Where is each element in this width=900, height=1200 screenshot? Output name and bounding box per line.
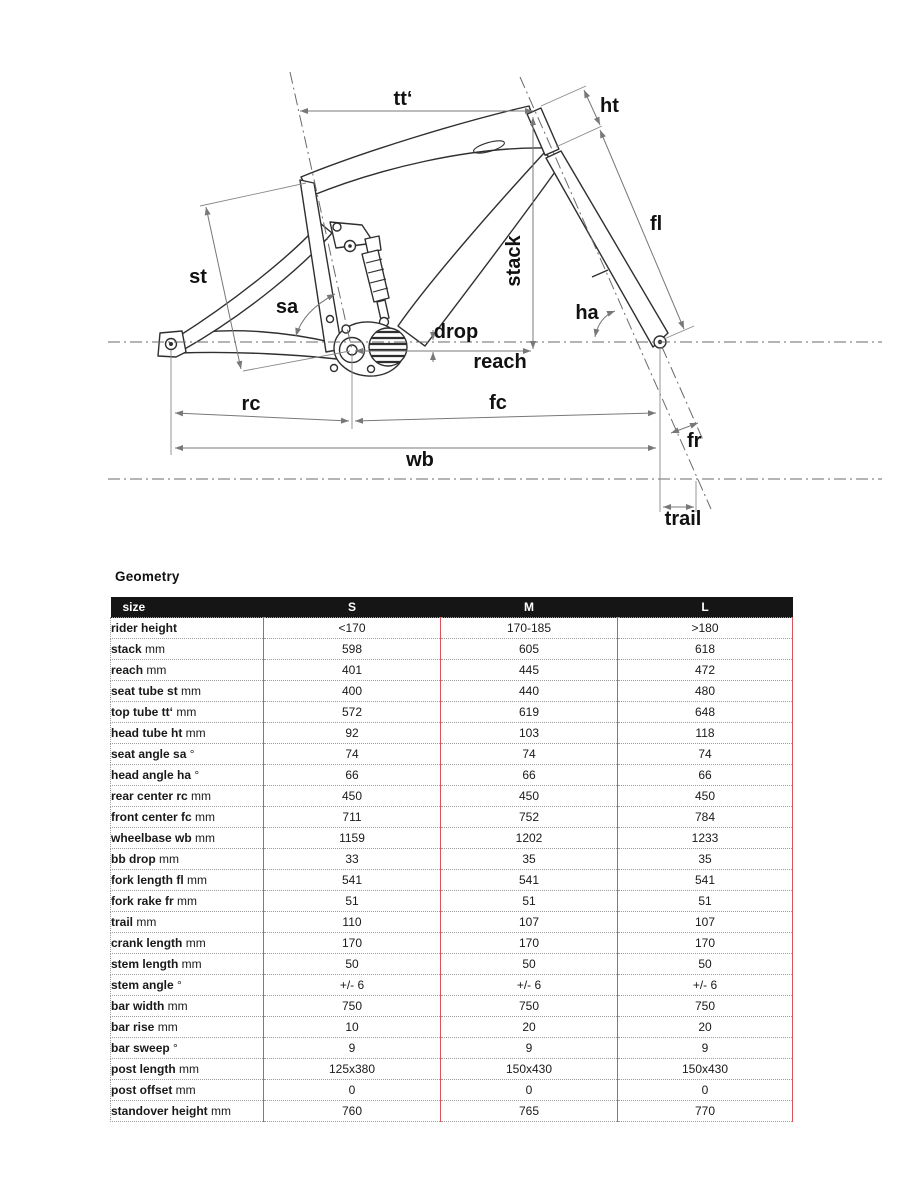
row-value: 760 — [264, 1101, 441, 1122]
geometry-table-row — [111, 912, 793, 933]
row-label: fork rake fr mm — [111, 891, 264, 912]
geometry-table-row — [111, 702, 793, 723]
row-value: 618 — [618, 639, 793, 660]
row-value: 66 — [264, 765, 441, 786]
row-value: 35 — [618, 849, 793, 870]
header-size-s: S — [264, 597, 441, 618]
row-value: +/- 6 — [441, 975, 618, 996]
row-label: head tube ht mm — [111, 723, 264, 744]
row-value: 170 — [264, 933, 441, 954]
row-label: standover height mm — [111, 1101, 264, 1122]
row-label: trail mm — [111, 912, 264, 933]
row-value: 541 — [618, 870, 793, 891]
geometry-table-row — [111, 1101, 793, 1122]
geometry-table — [110, 597, 793, 1122]
row-value: 66 — [618, 765, 793, 786]
row-value: 0 — [264, 1080, 441, 1101]
label-front-center: fc — [489, 392, 507, 414]
label-drop: drop — [433, 321, 479, 343]
geometry-table-row — [111, 786, 793, 807]
row-value: 648 — [618, 702, 793, 723]
dim-rear-center — [175, 413, 349, 421]
geometry-table-container — [110, 597, 793, 1122]
row-value: 572 — [264, 702, 441, 723]
row-label: seat tube st mm — [111, 681, 264, 702]
row-value: 10 — [264, 1017, 441, 1038]
row-value: 107 — [618, 912, 793, 933]
row-value: 125x380 — [264, 1059, 441, 1080]
geometry-table-row — [111, 744, 793, 765]
label-reach: reach — [473, 351, 527, 373]
row-value: 400 — [264, 681, 441, 702]
label-top-tube: tt‘ — [393, 88, 413, 110]
row-value: 541 — [441, 870, 618, 891]
label-head-angle: ha — [575, 302, 599, 324]
row-label: post offset mm — [111, 1080, 264, 1101]
geometry-table-row — [111, 681, 793, 702]
row-value: 50 — [441, 954, 618, 975]
geometry-table-row — [111, 933, 793, 954]
row-value: 440 — [441, 681, 618, 702]
row-value: 450 — [618, 786, 793, 807]
geometry-table-row — [111, 870, 793, 891]
row-value: 401 — [264, 660, 441, 681]
row-label: stack mm — [111, 639, 264, 660]
label-rear-center: rc — [241, 393, 261, 415]
geometry-table-header-row — [111, 597, 793, 618]
row-value: 50 — [618, 954, 793, 975]
top-tube — [301, 106, 544, 196]
row-value: 750 — [618, 996, 793, 1017]
row-value: 605 — [441, 639, 618, 660]
row-label: bb drop mm — [111, 849, 264, 870]
row-label: bar sweep ° — [111, 1038, 264, 1059]
geometry-table-row — [111, 765, 793, 786]
row-value: 51 — [264, 891, 441, 912]
row-label: seat angle sa ° — [111, 744, 264, 765]
row-value: 20 — [441, 1017, 618, 1038]
label-wheelbase: wb — [406, 449, 434, 471]
row-value: 74 — [441, 744, 618, 765]
geometry-table-row — [111, 1059, 793, 1080]
geometry-table-row — [111, 996, 793, 1017]
row-value: 472 — [618, 660, 793, 681]
row-value: 480 — [618, 681, 793, 702]
fork-offset-axis — [662, 347, 703, 440]
row-label: crank length mm — [111, 933, 264, 954]
row-value: 711 — [264, 807, 441, 828]
dim-front-center — [355, 413, 656, 421]
row-value: 150x430 — [441, 1059, 618, 1080]
geometry-table-row — [111, 849, 793, 870]
geometry-table-row — [111, 1080, 793, 1101]
label-head-tube: ht — [600, 95, 619, 117]
row-value: 0 — [618, 1080, 793, 1101]
row-value: 74 — [264, 744, 441, 765]
row-value: 770 — [618, 1101, 793, 1122]
steering-axis — [520, 77, 711, 509]
label-trail: trail — [664, 508, 702, 530]
row-value: 9 — [264, 1038, 441, 1059]
row-label: post length mm — [111, 1059, 264, 1080]
header-size-m: M — [441, 597, 618, 618]
row-value: +/- 6 — [618, 975, 793, 996]
row-label: fork length fl mm — [111, 870, 264, 891]
row-value: 9 — [618, 1038, 793, 1059]
geometry-table-row — [111, 660, 793, 681]
row-value: 1202 — [441, 828, 618, 849]
geometry-table-row — [111, 828, 793, 849]
row-label: top tube tt‘ mm — [111, 702, 264, 723]
row-value: 445 — [441, 660, 618, 681]
bike-geometry-diagram — [0, 0, 900, 552]
row-label: rider height — [111, 618, 264, 639]
row-value: 170-185 — [441, 618, 618, 639]
row-label: stem angle ° — [111, 975, 264, 996]
row-label: rear center rc mm — [111, 786, 264, 807]
row-label: bar rise mm — [111, 1017, 264, 1038]
geometry-section-title: Geometry — [115, 569, 180, 584]
row-value: 33 — [264, 849, 441, 870]
row-value: 765 — [441, 1101, 618, 1122]
row-value: 752 — [441, 807, 618, 828]
header-size: size — [111, 597, 264, 618]
geometry-table-row — [111, 1038, 793, 1059]
row-value: +/- 6 — [264, 975, 441, 996]
row-value: 170 — [441, 933, 618, 954]
row-value: 750 — [441, 996, 618, 1017]
row-value: 450 — [441, 786, 618, 807]
row-value: 107 — [441, 912, 618, 933]
row-value: 74 — [618, 744, 793, 765]
header-size-l: L — [618, 597, 793, 618]
geometry-table-row — [111, 618, 793, 639]
row-value: 35 — [441, 849, 618, 870]
row-value: 750 — [264, 996, 441, 1017]
row-value: 598 — [264, 639, 441, 660]
row-value: 1159 — [264, 828, 441, 849]
geometry-table-row — [111, 639, 793, 660]
motor-cover — [369, 328, 407, 366]
geometry-table-row — [111, 807, 793, 828]
row-value: 66 — [441, 765, 618, 786]
down-tube — [398, 153, 560, 346]
row-value: 20 — [618, 1017, 793, 1038]
label-seat-angle: sa — [275, 296, 299, 318]
row-label: reach mm — [111, 660, 264, 681]
row-label: head angle ha ° — [111, 765, 264, 786]
row-value: 619 — [441, 702, 618, 723]
label-fork-rake: fr — [687, 430, 702, 452]
row-label: wheelbase wb mm — [111, 828, 264, 849]
row-value: 50 — [264, 954, 441, 975]
row-value: 0 — [441, 1080, 618, 1101]
row-value: 51 — [441, 891, 618, 912]
row-value: 110 — [264, 912, 441, 933]
row-value: 51 — [618, 891, 793, 912]
row-value: 9 — [441, 1038, 618, 1059]
seat-tube — [300, 180, 342, 352]
geometry-table-row — [111, 975, 793, 996]
row-value: 450 — [264, 786, 441, 807]
row-value: 170 — [618, 933, 793, 954]
geometry-table-row — [111, 954, 793, 975]
row-label: stem length mm — [111, 954, 264, 975]
dim-head-tube — [584, 90, 600, 125]
row-value: 784 — [618, 807, 793, 828]
row-value: 118 — [618, 723, 793, 744]
label-seat-tube: st — [189, 266, 207, 288]
label-stack: stack — [503, 235, 525, 287]
row-value: 541 — [264, 870, 441, 891]
shock-body — [362, 250, 389, 302]
label-fork-length: fl — [650, 213, 663, 235]
row-value: 1233 — [618, 828, 793, 849]
row-label: front center fc mm — [111, 807, 264, 828]
row-value: <170 — [264, 618, 441, 639]
row-value: 92 — [264, 723, 441, 744]
row-label: bar width mm — [111, 996, 264, 1017]
row-value: >180 — [618, 618, 793, 639]
geometry-table-row — [111, 891, 793, 912]
row-value: 103 — [441, 723, 618, 744]
geometry-table-row — [111, 1017, 793, 1038]
geometry-table-row — [111, 723, 793, 744]
row-value: 150x430 — [618, 1059, 793, 1080]
